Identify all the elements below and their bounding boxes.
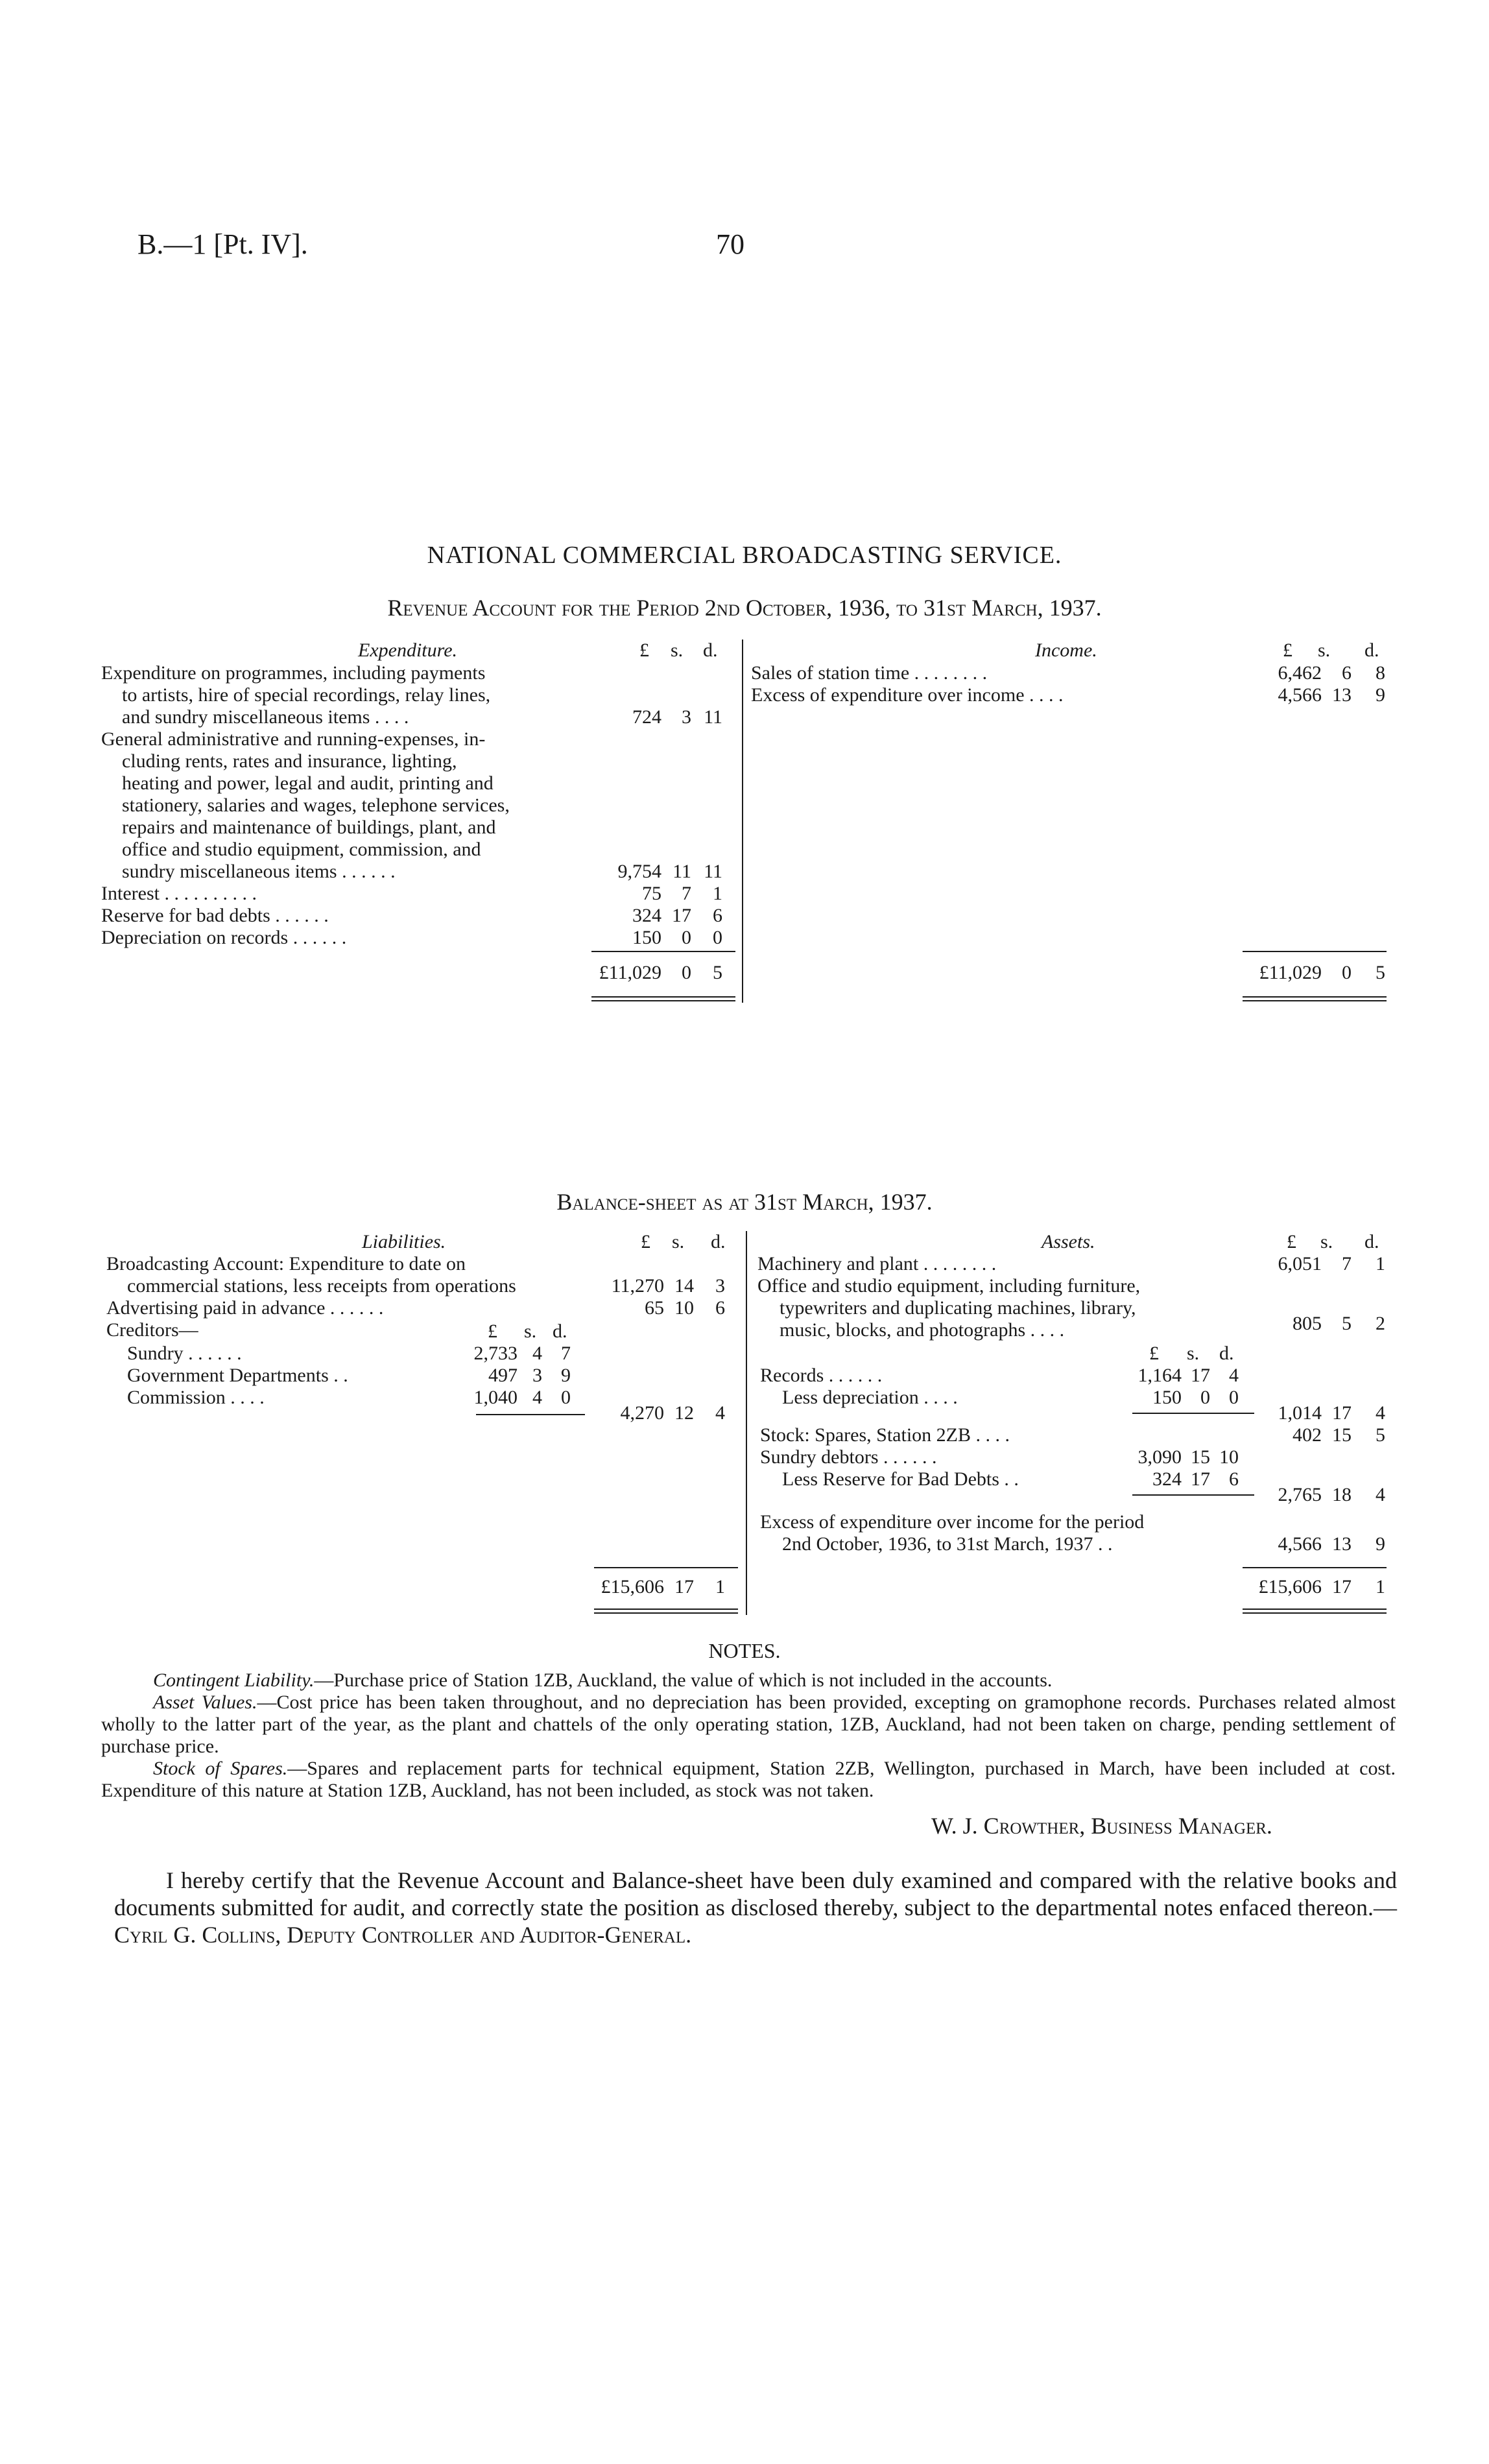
currency-pence: d.	[1364, 1231, 1379, 1252]
pounds: 9,754	[617, 861, 661, 882]
shillings: 0	[1200, 1387, 1210, 1408]
shillings: 13	[1332, 684, 1352, 706]
note-label: Stock of Spares.	[153, 1758, 288, 1779]
liability-line: Commission . . . .	[127, 1387, 265, 1408]
shillings: 0	[682, 962, 691, 983]
income-line: Excess of expenditure over income . . . .	[751, 684, 1064, 706]
shillings: 17	[1332, 1402, 1352, 1424]
column-divider	[746, 1231, 747, 1615]
expenditure-line: Expenditure on programmes, including payments	[101, 662, 486, 684]
pence: 6	[713, 905, 722, 926]
currency-shillings: s.	[1320, 1231, 1333, 1252]
shillings: 4	[532, 1343, 542, 1364]
audit-certification	[114, 1867, 1397, 1948]
pounds: 2,733	[473, 1343, 518, 1364]
shillings: 15	[1191, 1446, 1210, 1468]
pence: 4	[1376, 1484, 1385, 1505]
currency-pound: £	[488, 1321, 497, 1342]
pounds: 2,765	[1278, 1484, 1322, 1505]
total-rule	[1243, 1567, 1387, 1568]
pounds: 324	[1152, 1468, 1182, 1490]
pence: 1	[1376, 1253, 1385, 1274]
note-label: Contingent Liability.	[153, 1669, 315, 1691]
pounds: 724	[632, 706, 661, 728]
shillings: 17	[1332, 1576, 1352, 1597]
currency-shillings: s.	[672, 1231, 685, 1252]
shillings: 7	[682, 883, 691, 904]
double-rule	[594, 1612, 738, 1614]
page-number: 70	[716, 228, 744, 260]
shillings: 5	[1342, 1313, 1352, 1334]
currency-shillings: s.	[524, 1321, 537, 1342]
revenue-heading: Revenue Account for the Period 2nd October, 1936, to 31st March, 1937.	[387, 595, 1102, 621]
pence: 9	[1376, 684, 1385, 706]
pounds: 1,040	[473, 1387, 518, 1408]
pence: 7	[561, 1343, 571, 1364]
currency-pence: d.	[1364, 640, 1379, 661]
currency-pence: d.	[1219, 1343, 1234, 1364]
currency-pound: £	[1149, 1343, 1159, 1364]
double-rule	[1243, 996, 1387, 998]
double-rule	[591, 1000, 735, 1001]
asset-line: Excess of expenditure over income for the period	[760, 1511, 1145, 1533]
currency-pound: £	[1283, 640, 1292, 661]
shillings: 18	[1332, 1484, 1352, 1505]
pence: 3	[715, 1275, 725, 1297]
shillings: 6	[1342, 662, 1352, 684]
shillings: 3	[532, 1365, 542, 1386]
pounds: 11,270	[611, 1275, 664, 1297]
liability-line: commercial stations, less receipts from operations	[127, 1275, 516, 1297]
note-label: Asset Values.	[153, 1692, 257, 1713]
shillings: 7	[1342, 1253, 1352, 1274]
expenditure-line: Depreciation on records . . . . . .	[101, 927, 347, 948]
double-rule	[1243, 1000, 1387, 1001]
liability-line: Creditors—	[106, 1319, 198, 1341]
pounds: 4,566	[1278, 684, 1322, 706]
asset-line: Stock: Spares, Station 2ZB . . . .	[760, 1424, 1010, 1446]
asset-line: typewriters and duplicating machines, library,	[780, 1297, 1136, 1319]
note-asset-values	[101, 1692, 1396, 1758]
asset-line: Less depreciation . . . .	[782, 1387, 958, 1408]
currency-shillings: s.	[671, 640, 684, 661]
pence: 5	[713, 962, 722, 983]
pounds: £11,029	[1259, 962, 1322, 983]
notes-heading: NOTES.	[708, 1639, 781, 1662]
manager-signature: W. J. Crowther, Business Manager.	[931, 1813, 1272, 1839]
pence: 4	[715, 1402, 725, 1424]
pence: 2	[1376, 1313, 1385, 1334]
pence: 0	[1229, 1387, 1239, 1408]
income-line: Sales of station time . . . . . . . .	[751, 662, 988, 684]
pounds: 3,090	[1138, 1446, 1182, 1468]
expenditure-line: office and studio equipment, commission, and	[122, 839, 481, 860]
shillings: 11	[673, 861, 691, 882]
note-stock-of-spares	[101, 1758, 1396, 1802]
pence: 5	[1376, 1424, 1385, 1446]
double-rule	[1243, 1612, 1387, 1614]
subtotal-rule	[476, 1414, 585, 1415]
liability-line: Advertising paid in advance . . . . . .	[106, 1297, 384, 1319]
shillings: 4	[532, 1387, 542, 1408]
pounds: 324	[632, 905, 661, 926]
shillings: 15	[1332, 1424, 1352, 1446]
expenditure-line: and sundry miscellaneous items . . . .	[122, 706, 409, 728]
pence: 0	[713, 927, 722, 948]
pence: 4	[1229, 1365, 1239, 1386]
expenditure-line: to artists, hire of special recordings, relay lines,	[122, 684, 491, 706]
pence: 9	[561, 1365, 571, 1386]
certification-signer: Cyril G. Collins, Deputy Controller and Auditor-General.	[114, 1922, 692, 1948]
pence: 1	[715, 1576, 725, 1597]
page-title: NATIONAL COMMERCIAL BROADCASTING SERVICE.	[427, 542, 1062, 569]
pence: 8	[1376, 662, 1385, 684]
pounds: 65	[645, 1297, 664, 1319]
pence: 0	[561, 1387, 571, 1408]
currency-pence: d.	[711, 1231, 726, 1252]
currency-pound: £	[1287, 1231, 1296, 1252]
note-text: —Spares and replacement parts for technical equipment, Station 2ZB, Wellington, purchased in March, have been included at cost. Expenditure of this nature at Station 1ZB, Auckland, has not been included, as stock was not taken.	[101, 1758, 1396, 1801]
pence: 4	[1376, 1402, 1385, 1424]
balance-heading: Balance-sheet as at 31st March, 1937.	[556, 1189, 933, 1215]
expenditure-line: stationery, salaries and wages, telephone services,	[122, 795, 510, 816]
asset-line: 2nd October, 1936, to 31st March, 1937 . .	[782, 1533, 1113, 1555]
subtotal-rule	[1132, 1494, 1254, 1496]
liability-line: Government Departments . .	[127, 1365, 348, 1386]
column-divider	[742, 640, 743, 1003]
assets-heading: Assets.	[1042, 1231, 1095, 1252]
pounds: £15,606	[1258, 1576, 1322, 1597]
shillings: 17	[674, 1576, 694, 1597]
liability-line: Sundry . . . . . .	[127, 1343, 242, 1364]
pounds: 497	[488, 1365, 518, 1386]
currency-pound: £	[639, 640, 649, 661]
pounds: 6,462	[1278, 662, 1322, 684]
pounds: 1,164	[1138, 1365, 1182, 1386]
currency-pound: £	[641, 1231, 650, 1252]
shillings: 17	[1191, 1468, 1210, 1490]
pounds: £11,029	[599, 962, 661, 983]
document-reference: B.—1 [Pt. IV].	[137, 228, 308, 260]
currency-shillings: s.	[1318, 640, 1331, 661]
expenditure-heading: Expenditure.	[358, 640, 458, 661]
asset-line: music, blocks, and photographs . . . .	[780, 1319, 1065, 1341]
pence: 5	[1376, 962, 1385, 983]
pounds: £15,606	[601, 1576, 664, 1597]
pence: 11	[704, 861, 722, 882]
pounds: 150	[1152, 1387, 1182, 1408]
shillings: 14	[674, 1275, 694, 1297]
pence: 1	[713, 883, 722, 904]
certification-text: I hereby certify that the Revenue Account and Balance-sheet have been duly examined and compared with the relative books and documents submitted for audit, and correctly state the position as disclosed thereby, subject to the departmental notes enfaced thereon.—	[114, 1867, 1397, 1920]
shillings: 10	[674, 1297, 694, 1319]
total-rule	[591, 951, 735, 952]
expenditure-line: General administrative and running-expenses, in-	[101, 728, 486, 750]
pence: 9	[1376, 1533, 1385, 1555]
pence: 1	[1376, 1576, 1385, 1597]
pounds: 6,051	[1278, 1253, 1322, 1274]
note-text: —Purchase price of Station 1ZB, Auckland, the value of which is not included in the accounts.	[314, 1669, 1053, 1691]
currency-shillings: s.	[1187, 1343, 1200, 1364]
pence: 10	[1219, 1446, 1239, 1468]
double-rule	[594, 1609, 738, 1610]
currency-pence: d.	[703, 640, 718, 661]
pence: 11	[704, 706, 722, 728]
pounds: 402	[1292, 1424, 1322, 1446]
double-rule	[1243, 1609, 1387, 1610]
asset-line: Machinery and plant . . . . . . . .	[757, 1253, 997, 1274]
shillings: 3	[682, 706, 691, 728]
expenditure-line: Reserve for bad debts . . . . . .	[101, 905, 329, 926]
pounds: 805	[1292, 1313, 1322, 1334]
shillings: 0	[682, 927, 691, 948]
shillings: 12	[674, 1402, 694, 1424]
liability-line: Broadcasting Account: Expenditure to date on	[106, 1253, 466, 1274]
income-heading: Income.	[1035, 640, 1097, 661]
pounds: 4,566	[1278, 1533, 1322, 1555]
total-rule	[594, 1567, 738, 1568]
pounds: 150	[632, 927, 661, 948]
pence: 6	[1229, 1468, 1239, 1490]
asset-line: Less Reserve for Bad Debts . .	[782, 1468, 1019, 1490]
shillings: 0	[1342, 962, 1352, 983]
expenditure-line: Interest . . . . . . . . . .	[101, 883, 257, 904]
expenditure-line: repairs and maintenance of buildings, plant, and	[122, 817, 496, 838]
expenditure-line: sundry miscellaneous items . . . . . .	[122, 861, 396, 882]
asset-line: Office and studio equipment, including furniture,	[757, 1275, 1141, 1297]
asset-line: Sundry debtors . . . . . .	[760, 1446, 937, 1468]
double-rule	[591, 996, 735, 998]
subtotal-rule	[1132, 1413, 1254, 1414]
pounds: 1,014	[1278, 1402, 1322, 1424]
shillings: 17	[1191, 1365, 1210, 1386]
asset-line: Records . . . . . .	[760, 1365, 883, 1386]
expenditure-line: heating and power, legal and audit, printing and	[122, 772, 494, 794]
currency-pence: d.	[553, 1321, 567, 1342]
pounds: 4,270	[620, 1402, 664, 1424]
liabilities-heading: Liabilities.	[362, 1231, 446, 1252]
pence: 6	[715, 1297, 725, 1319]
note-text: —Cost price has been taken throughout, and no depreciation has been provided, excepting on gramophone records. Purchases related almost wholly to the latter part of the year, as the plant and chattels of the only operating station, 1ZB, Auckland, had not been taken on charge, pending settlement of purchase price.	[101, 1692, 1396, 1757]
pounds: 75	[642, 883, 661, 904]
shillings: 13	[1332, 1533, 1352, 1555]
expenditure-line: cluding rents, rates and insurance, lighting,	[122, 750, 457, 772]
shillings: 17	[672, 905, 691, 926]
total-rule	[1243, 951, 1387, 952]
note-contingent-liability	[101, 1669, 1396, 1692]
